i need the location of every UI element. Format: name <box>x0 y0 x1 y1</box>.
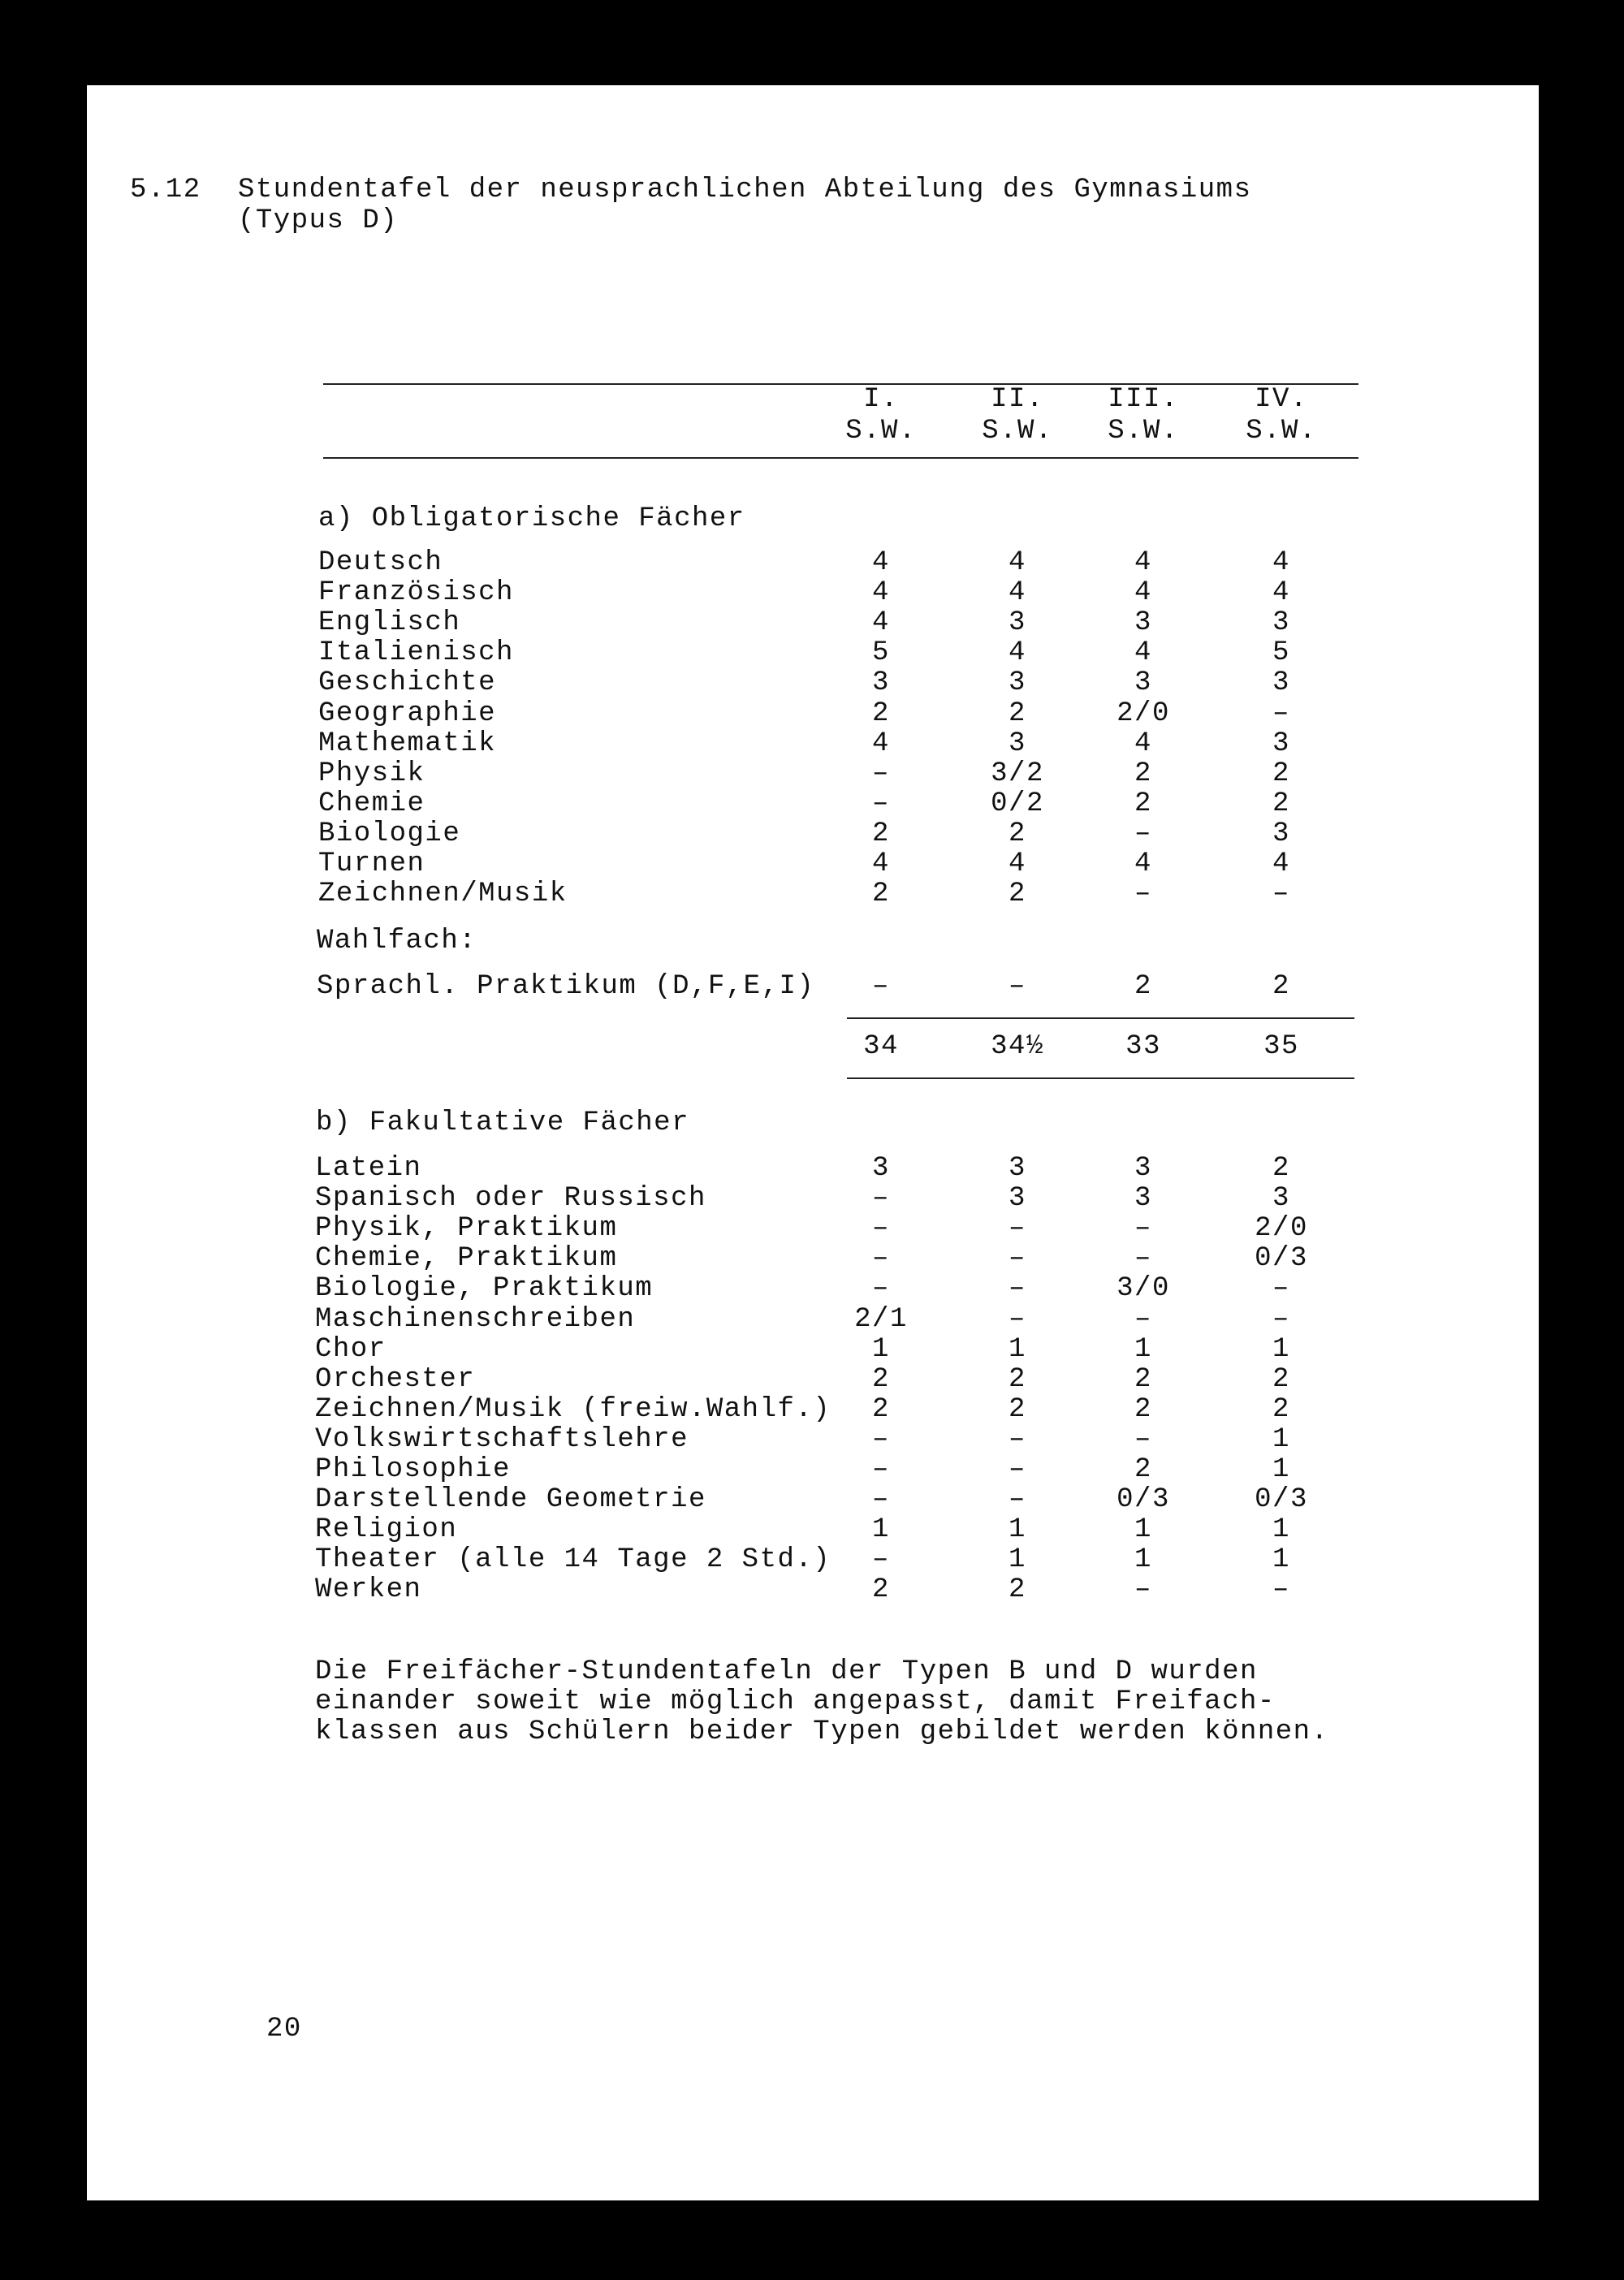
hours-cell: 4 <box>872 607 890 639</box>
section-title: Stundentafel der neusprachlichen Abteilung des Gymnasiums <box>238 175 1252 205</box>
hours-cell: 3 <box>1134 1183 1152 1215</box>
hours-cell: 2 <box>1134 1454 1152 1485</box>
subject-label: Geographie <box>318 697 497 729</box>
hours-cell: 2 <box>1009 1363 1026 1395</box>
hours-cell: 1 <box>1272 1514 1290 1546</box>
hours-cell: 4 <box>872 849 890 879</box>
hours-cell: 2/1 <box>854 1303 908 1335</box>
subject-label: Maschinenschreiben <box>315 1303 636 1335</box>
hours-cell: 2 <box>1272 1363 1290 1395</box>
subject-label: Zeichnen/Musik (freiw.Wahlf.) <box>315 1393 831 1425</box>
subject-label: Volkswirtschaftslehre <box>315 1423 689 1455</box>
hours-cell: 0/3 <box>1116 1484 1170 1516</box>
subject-label: Orchester <box>315 1363 476 1395</box>
hours-cell: – <box>1272 1273 1290 1305</box>
hours-cell: 1 <box>872 1514 890 1546</box>
footnote-line: einander soweit wie möglich angepasst, damit Freifach- <box>315 1686 1276 1717</box>
hours-cell: 3 <box>1009 667 1026 699</box>
hours-cell: – <box>872 971 890 1002</box>
hours-cell: 2 <box>1009 879 1026 910</box>
hours-cell: 2 <box>1009 1393 1026 1425</box>
hours-cell: 3/0 <box>1116 1273 1170 1305</box>
column-header-unit: S.W. <box>1108 416 1179 447</box>
hours-cell: 2 <box>872 1574 890 1606</box>
hours-cell: – <box>872 758 890 789</box>
hours-cell: – <box>1134 1423 1152 1455</box>
column-header-roman: II. <box>991 384 1044 415</box>
column-header-unit: S.W. <box>845 416 917 447</box>
subject-label: Chor <box>315 1333 387 1365</box>
hours-cell: – <box>1134 1243 1152 1275</box>
subject-label: Geschichte <box>318 667 497 699</box>
hours-cell: 3 <box>1272 607 1290 639</box>
subject-label: Englisch <box>318 607 461 639</box>
hours-cell: – <box>1009 1484 1026 1516</box>
hours-cell: – <box>872 1213 890 1245</box>
hours-cell: – <box>872 1454 890 1485</box>
hours-cell: – <box>1009 1303 1026 1335</box>
hours-cell: 4 <box>872 728 890 759</box>
section-subtitle: (Typus D) <box>238 205 399 236</box>
subject-label: Religion <box>315 1514 458 1546</box>
hours-cell: 1 <box>1134 1333 1152 1365</box>
hours-cell: – <box>1009 1273 1026 1305</box>
hours-cell: 5 <box>1272 637 1290 669</box>
section-a-title: a) Obligatorische Fächer <box>318 503 745 534</box>
hours-cell: 1 <box>1134 1514 1152 1546</box>
header-bottom-rule <box>323 457 1358 459</box>
subject-label: Philosophie <box>315 1454 511 1485</box>
hours-cell: 2 <box>1272 1153 1290 1184</box>
hours-cell: – <box>1272 1303 1290 1335</box>
hours-cell: – <box>1272 1574 1290 1606</box>
hours-cell: 4 <box>1272 547 1290 578</box>
hours-cell: – <box>1272 697 1290 729</box>
hours-cell: 0/3 <box>1255 1484 1308 1516</box>
total-cell: 33 <box>1125 1031 1161 1062</box>
hours-cell: – <box>1134 818 1152 849</box>
hours-cell: – <box>1009 1454 1026 1485</box>
subject-label: Sprachl. Praktikum (D,F,E,I) <box>317 971 815 1002</box>
hours-cell: 1 <box>872 1333 890 1365</box>
hours-cell: – <box>872 1273 890 1305</box>
hours-cell: – <box>1272 879 1290 910</box>
hours-cell: 2 <box>1009 697 1026 729</box>
hours-cell: 1 <box>1009 1514 1026 1546</box>
hours-cell: 3 <box>1009 1153 1026 1184</box>
hours-cell: 4 <box>1009 547 1026 578</box>
hours-cell: 2 <box>1134 788 1152 819</box>
hours-cell: 4 <box>1009 577 1026 609</box>
hours-cell: 3 <box>1009 728 1026 759</box>
subject-label: Chemie <box>318 788 425 819</box>
hours-cell: 4 <box>1134 849 1152 879</box>
hours-cell: 4 <box>1009 849 1026 879</box>
column-header-unit: S.W. <box>982 416 1053 447</box>
hours-cell: 4 <box>872 577 890 609</box>
subject-label: Darstellende Geometrie <box>315 1484 706 1516</box>
hours-cell: 2 <box>872 697 890 729</box>
hours-cell: 4 <box>1134 577 1152 609</box>
footnote-line: klassen aus Schülern beider Typen gebildet werden können. <box>315 1716 1329 1747</box>
hours-cell: 3/2 <box>991 758 1044 789</box>
hours-cell: 3 <box>1272 818 1290 849</box>
hours-cell: – <box>872 1183 890 1215</box>
hours-cell: 4 <box>872 547 890 578</box>
hours-cell: 2 <box>1134 971 1152 1002</box>
hours-cell: 1 <box>1272 1454 1290 1485</box>
hours-cell: – <box>1009 1243 1026 1275</box>
subject-label: Spanisch oder Russisch <box>315 1183 706 1215</box>
hours-cell: 2 <box>1134 758 1152 789</box>
column-header-roman: IV. <box>1255 384 1308 415</box>
hours-cell: 3 <box>1009 1183 1026 1215</box>
elective-label: Wahlfach: <box>317 926 477 956</box>
subject-label: Latein <box>315 1153 422 1184</box>
section-b-title: b) Fakultative Fächer <box>316 1108 689 1138</box>
total-cell: 34 <box>863 1031 899 1062</box>
hours-cell: 2 <box>1272 1393 1290 1425</box>
hours-cell: 3 <box>1272 1183 1290 1215</box>
hours-cell: 2 <box>1009 1574 1026 1606</box>
hours-cell: 4 <box>1134 728 1152 759</box>
hours-cell: 1 <box>1009 1544 1026 1576</box>
hours-cell: 2 <box>872 1363 890 1395</box>
hours-cell: – <box>1134 879 1152 910</box>
hours-cell: 3 <box>872 1153 890 1184</box>
subject-label: Physik, Praktikum <box>315 1213 618 1245</box>
subject-label: Biologie <box>318 818 461 849</box>
hours-cell: – <box>1134 1303 1152 1335</box>
hours-cell: 2 <box>1272 788 1290 819</box>
subject-label: Italienisch <box>318 637 514 669</box>
hours-cell: 3 <box>1134 1153 1152 1184</box>
hours-cell: 4 <box>1009 637 1026 669</box>
hours-cell: – <box>1009 1423 1026 1455</box>
hours-cell: – <box>1134 1213 1152 1245</box>
subject-label: Französisch <box>318 577 514 609</box>
hours-cell: 3 <box>1009 607 1026 639</box>
subject-label: Turnen <box>318 849 425 879</box>
hours-cell: 2/0 <box>1116 697 1170 729</box>
hours-cell: 3 <box>1272 728 1290 759</box>
hours-cell: – <box>872 788 890 819</box>
hours-cell: 3 <box>872 667 890 699</box>
hours-cell: 2 <box>1272 758 1290 789</box>
total-cell: 35 <box>1263 1031 1299 1062</box>
hours-cell: 1 <box>1134 1544 1152 1576</box>
hours-cell: 1 <box>1009 1333 1026 1365</box>
hours-cell: 2 <box>872 879 890 910</box>
total-cell: 34½ <box>991 1031 1044 1062</box>
hours-cell: 2 <box>1272 971 1290 1002</box>
hours-cell: 2 <box>1009 818 1026 849</box>
subject-label: Theater (alle 14 Tage 2 Std.) <box>315 1544 831 1576</box>
hours-cell: 5 <box>872 637 890 669</box>
hours-cell: 1 <box>1272 1423 1290 1455</box>
subject-label: Biologie, Praktikum <box>315 1273 654 1305</box>
hours-cell: 2/0 <box>1255 1213 1308 1245</box>
subject-label: Werken <box>315 1574 422 1606</box>
hours-cell: 2 <box>1134 1363 1152 1395</box>
subject-label: Mathematik <box>318 728 497 759</box>
subject-label: Deutsch <box>318 547 443 578</box>
totals-bottom-rule <box>847 1077 1354 1079</box>
subject-label: Chemie, Praktikum <box>315 1243 618 1275</box>
totals-top-rule <box>847 1017 1354 1019</box>
hours-cell: – <box>872 1423 890 1455</box>
hours-cell: 4 <box>1134 637 1152 669</box>
hours-cell: – <box>872 1544 890 1576</box>
hours-cell: – <box>872 1243 890 1275</box>
subject-label: Zeichnen/Musik <box>318 879 568 910</box>
hours-cell: 0/2 <box>991 788 1044 819</box>
column-header-unit: S.W. <box>1246 416 1317 447</box>
hours-cell: 3 <box>1272 667 1290 699</box>
hours-cell: 0/3 <box>1255 1243 1308 1275</box>
hours-cell: 4 <box>1272 577 1290 609</box>
page-number: 20 <box>266 2014 302 2045</box>
hours-cell: 2 <box>872 818 890 849</box>
section-number: 5.12 <box>130 175 201 205</box>
hours-cell: – <box>872 1484 890 1516</box>
hours-cell: 2 <box>872 1393 890 1425</box>
hours-cell: 4 <box>1134 547 1152 578</box>
hours-cell: 2 <box>1134 1393 1152 1425</box>
column-header-roman: I. <box>863 384 899 415</box>
hours-cell: – <box>1009 971 1026 1002</box>
hours-cell: 3 <box>1134 607 1152 639</box>
column-header-roman: III. <box>1108 384 1179 415</box>
subject-label: Physik <box>318 758 425 789</box>
hours-cell: 1 <box>1272 1333 1290 1365</box>
hours-cell: – <box>1134 1574 1152 1606</box>
hours-cell: – <box>1009 1213 1026 1245</box>
footnote-line: Die Freifächer-Stundentafeln der Typen B und D wurden <box>315 1656 1258 1687</box>
hours-cell: 4 <box>1272 849 1290 879</box>
hours-cell: 1 <box>1272 1544 1290 1576</box>
hours-cell: 3 <box>1134 667 1152 699</box>
